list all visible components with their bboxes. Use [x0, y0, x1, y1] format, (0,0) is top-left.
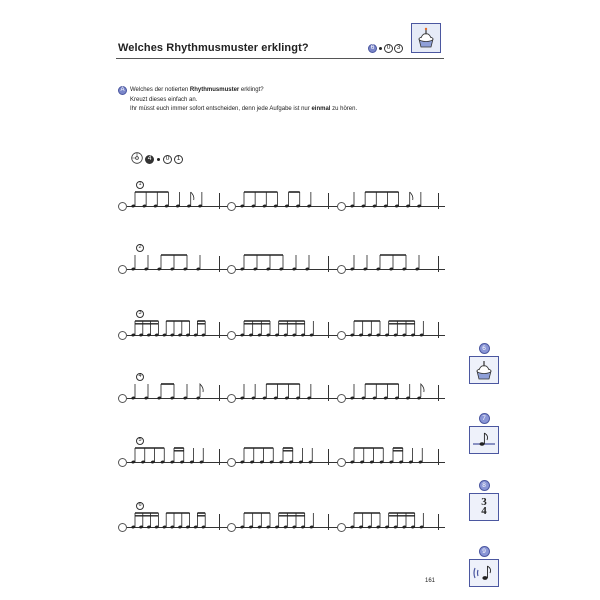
answer-option-2[interactable] [227, 331, 236, 340]
rhythm-pattern [240, 251, 336, 275]
sound-note-icon [469, 559, 499, 587]
badge-dot [379, 47, 382, 50]
rhythm-pattern [350, 380, 446, 404]
exercise-number-circle: 2 [136, 244, 144, 252]
rhythm-pattern [131, 188, 227, 212]
answer-option-2[interactable] [227, 394, 236, 403]
answer-option-2[interactable] [227, 202, 236, 211]
side-tab-6[interactable] [469, 343, 499, 384]
section-marker: A [118, 86, 127, 95]
answer-option-1[interactable] [118, 202, 127, 211]
rhythm-pattern [350, 444, 446, 468]
answer-option-3[interactable] [337, 523, 346, 532]
side-tab-number: 7 [479, 413, 490, 424]
instructions [118, 86, 357, 115]
answer-option-3[interactable] [337, 265, 346, 274]
track-b: 1 [174, 155, 183, 164]
rhythm-pattern [131, 380, 227, 404]
exercise-number-circle: 4 [136, 373, 144, 381]
time-signature-icon [469, 493, 499, 521]
time-signature-bottom: 4 [481, 505, 487, 517]
rhythm-pattern [240, 188, 336, 212]
time-signature-top: 3 [481, 496, 487, 508]
rhythm-pattern [131, 317, 227, 341]
rhythm-pattern [131, 251, 227, 275]
instruction-line-2: Kreuzt dieses einfach an. [130, 96, 198, 103]
answer-option-2[interactable] [227, 523, 236, 532]
rhythm-pattern [240, 317, 336, 341]
exercise-number-circle: 1 [136, 181, 144, 189]
side-tab-number: 8 [479, 480, 490, 491]
instruction-line-3: Ihr müsst euch immer sofort entscheiden, denn jede Aufgabe ist nur einmal zu hören. [130, 106, 358, 112]
rhythm-pattern [131, 509, 227, 533]
track-dot [157, 158, 160, 161]
page-number: 161 [425, 578, 436, 584]
track-disc: 4 [145, 155, 154, 164]
answer-option-3[interactable] [337, 331, 346, 340]
track-a: 0 [163, 155, 172, 164]
cake-icon [469, 356, 499, 384]
side-tab-7[interactable] [469, 413, 499, 454]
answer-option-2[interactable] [227, 458, 236, 467]
exercise-number-circle: 3 [136, 310, 144, 318]
answer-option-1[interactable] [118, 331, 127, 340]
note-staff-icon [469, 426, 499, 454]
instruction-line-1: Welches der notierten Rhythmusmuster erklingt? [130, 87, 264, 93]
track-badge [368, 44, 403, 53]
answer-option-3[interactable] [337, 394, 346, 403]
answer-option-3[interactable] [337, 202, 346, 211]
side-tab-9[interactable] [469, 546, 499, 587]
answer-option-1[interactable] [118, 523, 127, 532]
audio-track [131, 152, 183, 166]
side-tab-8[interactable] [469, 480, 499, 521]
rhythm-pattern [350, 509, 446, 533]
exercise-number-circle: 5 [136, 437, 144, 445]
side-tab-number: 9 [479, 546, 490, 557]
answer-option-1[interactable] [118, 265, 127, 274]
answer-option-3[interactable] [337, 458, 346, 467]
cake-icon [411, 23, 441, 53]
rhythm-pattern [240, 380, 336, 404]
badge-third: 3 [394, 44, 403, 53]
answer-option-2[interactable] [227, 265, 236, 274]
title-rule [116, 58, 444, 59]
rhythm-pattern [350, 251, 446, 275]
rhythm-pattern [350, 188, 446, 212]
page-title: Welches Rhythmusmuster erklingt? [118, 42, 309, 54]
answer-option-1[interactable] [118, 458, 127, 467]
badge-first: 6 [368, 44, 377, 53]
cd-icon [131, 152, 143, 166]
answer-option-1[interactable] [118, 394, 127, 403]
rhythm-pattern [350, 317, 446, 341]
badge-second: 0 [384, 44, 393, 53]
rhythm-pattern [240, 509, 336, 533]
rhythm-pattern [131, 444, 227, 468]
exercise-number-circle: 6 [136, 502, 144, 510]
side-tab-number: 6 [479, 343, 490, 354]
rhythm-pattern [240, 444, 336, 468]
